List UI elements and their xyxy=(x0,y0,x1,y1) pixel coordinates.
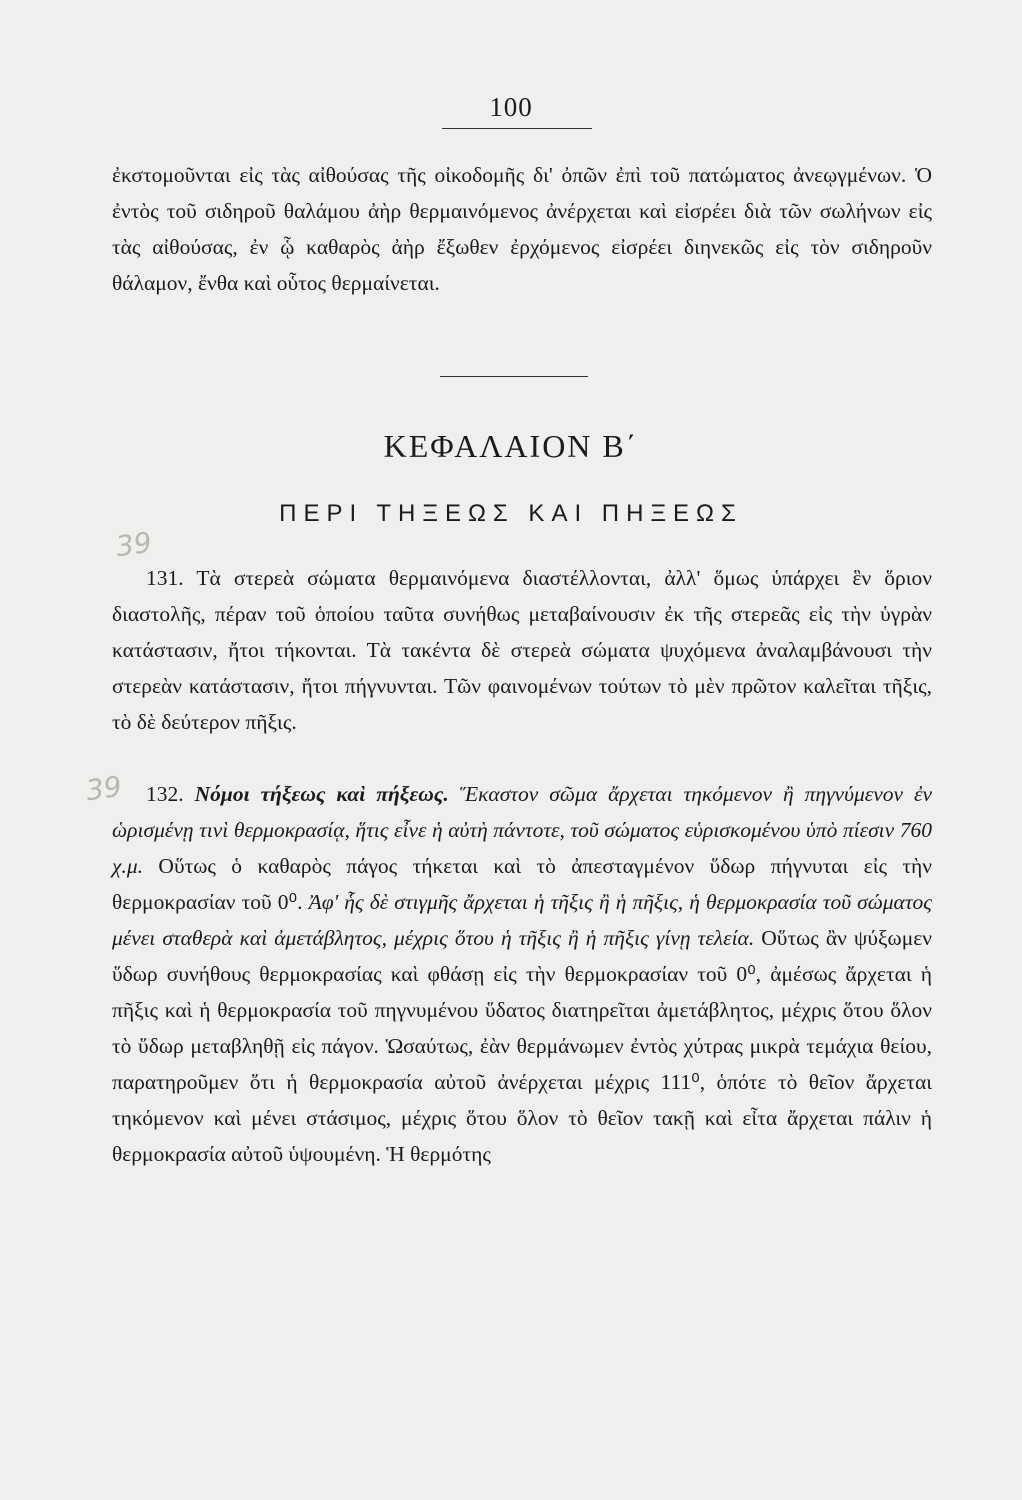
section-131-text: Τὰ στερεὰ σώματα θερμαινόμενα διαστέλλονται, ἀλλ' ὅμως ὑπάρχει ἓν ὅριον διαστολῆς, πέραν τοῦ ὁποίου ταῦτα συνήθως μεταβαίνουσιν ἐκ τῆς στερεᾶς εἰς τὴν ὑγρὰν κατάστασιν, ἤτοι τήκονται. Τὰ τακέντα δὲ στερεὰ σώματα ψυχόμενα ἀναλαμβάνουσι τὴν στερεὰν κατάστασιν, ἤτοι πήγνυνται. Τῶν φαινομένων τούτων τὸ μὲν πρῶτον καλεῖται τῆξις, τὸ δὲ δεύτερον πῆξις. xyxy=(112,566,932,734)
section-number: 132. xyxy=(146,782,184,806)
intro-paragraph-text: ἐκστομοῦνται εἰς τὰς αἰθούσας τῆς οἰκοδομῆς δι' ὀπῶν ἐπὶ τοῦ πατώματος ἀνεῳγμένων. Ὁ ἐντὸς τοῦ σιδηροῦ θαλάμου ἀὴρ θερμαινόμενος ἀνέρχεται καὶ εἰσρέει διὰ τῶν σωλήνων εἰς τὰς αἰθούσας, ἐν ᾧ καθαρὸς ἀὴρ ἔξωθεν ἐρχόμενος εἰσρέει διηνεκῶς εἰς τὸν σιδηροῦν θάλαμον, ἔνθα καὶ οὗτος θερμαίνεται. xyxy=(112,163,932,295)
section-132 xyxy=(112,776,932,1172)
chapter-subtitle: ΠΕΡΙ ΤΗΞΕΩΣ ΚΑΙ ΠΗΞΕΩΣ xyxy=(279,500,743,527)
chapter-title: ΚΕΦΑΛΑΙΟΝ Β΄ xyxy=(383,428,639,464)
margin-note: 39 xyxy=(83,769,124,808)
section-131-paragraph xyxy=(112,560,932,740)
section-number: 131. xyxy=(146,566,184,590)
page-number: 100 xyxy=(489,92,533,122)
body-text: Οὕτως ὁ καθαρὸς πάγος τήκεται καὶ τὸ ἀπεσταγμένον ὕδωρ πήγνυται εἰς τὴν θερμοκρασίαν τοῦ 0⁰. xyxy=(112,854,933,914)
section-divider xyxy=(440,376,588,377)
intro-paragraph xyxy=(112,157,932,301)
body-text: Οὕτως ἂν ψύξωμεν ὕδωρ συνήθους θερμοκρασίας καὶ φθάσῃ εἰς τὴν θερμοκρασίαν τοῦ 0⁰, ἀμέσως ἄρχεται ἡ πῆξις καὶ ἡ θερμοκρασία τοῦ πηγνυμένου ὕδατος διατηρεῖται ἀμετάβλητος, μέχρις ὅτου ὅλον τὸ ὕδωρ μεταβληθῇ εἰς πάγον. Ὡσαύτως, ἐὰν θερμάνωμεν ἐντὸς χύτρας μικρὰ τεμάχια θείου, παρατηροῦμεν ὅτι ἡ θερμοκρασία αὐτοῦ ἀνέρχεται μέχρις 111⁰, ὁπότε τὸ θεῖον ἄρχεται τηκόμενον καὶ μένει στάσιμος, μέχρις ὅτου ὅλον τὸ θεῖον τακῇ καὶ εἶτα ἄρχεται πάλιν ἡ θερμοκρασία αὐτοῦ ὑψουμένη. Ἡ θερμότης xyxy=(112,926,932,1166)
header-rule xyxy=(442,128,592,129)
law-statement: Ἕκαστον σῶμα ἄρχεται τηκόμενον ἢ πηγνύμενον ἐν ὡρισμένῃ τινὶ θερμοκρασίᾳ, ἥτις εἶνε ἡ αὐτὴ πάντοτε, τοῦ σώματος εὑρισκομένου ὑπὸ πίεσιν 760 χ.μ. xyxy=(112,782,933,878)
law-statement: Ἀφ' ἧς δὲ στιγμῆς ἄρχεται ἡ τῆξις ἢ ἡ πῆξις, ἡ θερμοκρασία τοῦ σώματος μένει σταθερὰ καὶ ἀμετάβλητος, μέχρις ὅτου ἡ τῆξις ἢ ἡ πῆξις γίνῃ τελεία. xyxy=(112,890,933,950)
section-heading: Νόμοι τήξεως καὶ πήξεως. xyxy=(194,782,449,806)
section-131 xyxy=(112,560,932,740)
section-132-paragraph xyxy=(112,776,932,1172)
margin-note: 39 xyxy=(113,525,154,564)
